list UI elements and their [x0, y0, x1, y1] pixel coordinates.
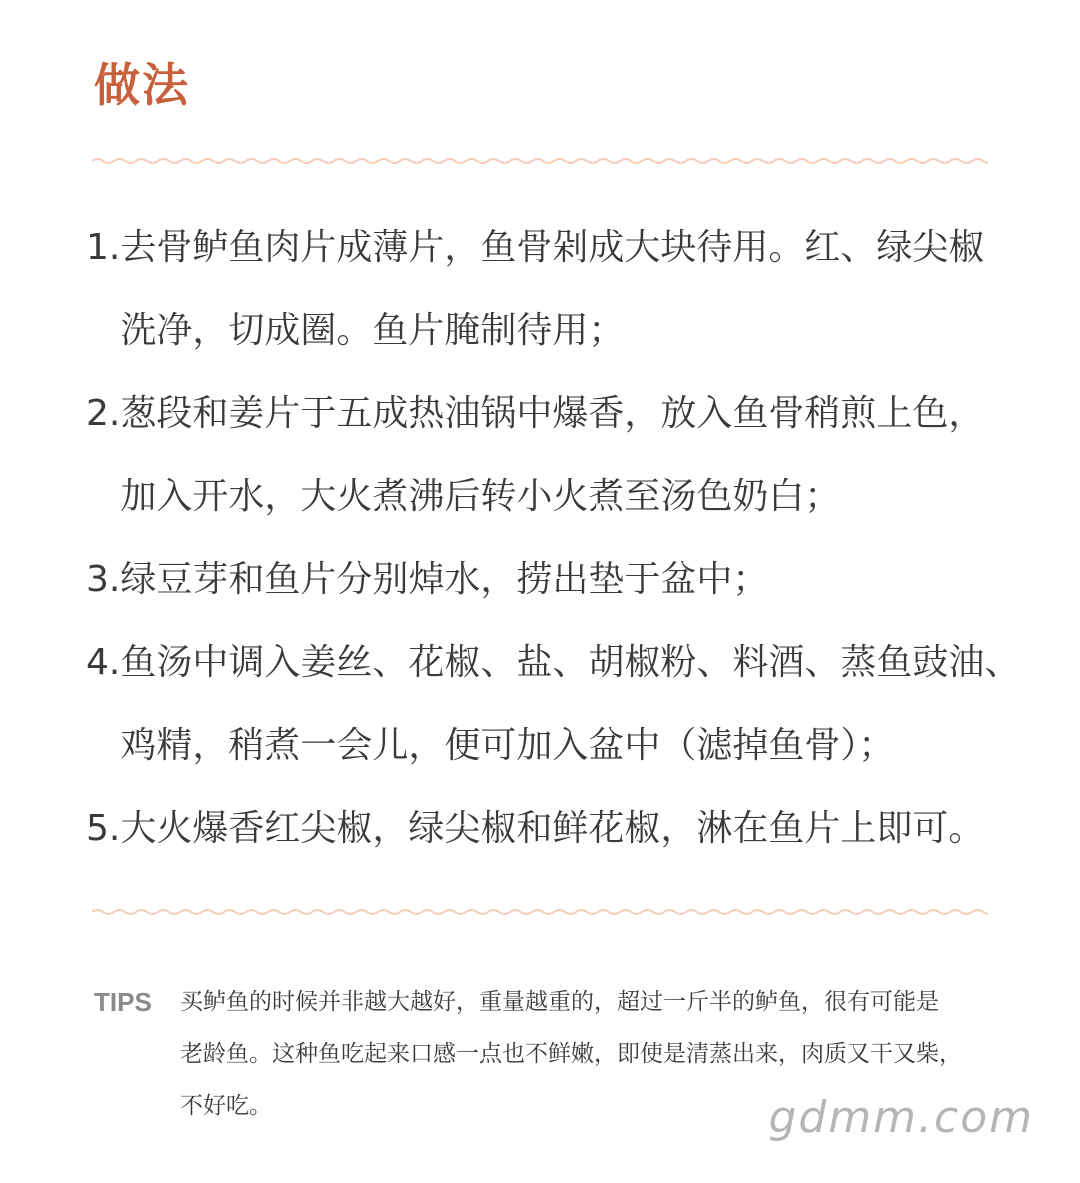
step-text [120, 206, 1026, 372]
wave-line [92, 159, 988, 163]
step-line: 鸡精，稍煮一会儿，便可加入盆中（滤掉鱼骨）； [120, 725, 895, 766]
step-item [86, 538, 1026, 621]
step-number: 4. [86, 642, 121, 683]
wave-line [92, 910, 988, 914]
wave-divider-bottom [92, 905, 988, 919]
step-item [86, 787, 1026, 870]
step-line: 葱段和姜片于五成热油锅中爆香，放入鱼骨稍煎上色， [120, 393, 985, 434]
step-line: 去骨鲈鱼肉片成薄片，鱼骨剁成大块待用。红、绿尖椒 [120, 227, 985, 268]
step-number: 5. [86, 808, 121, 849]
watermark: gdmm.com [768, 1092, 1034, 1143]
step-number: 1. [86, 227, 121, 268]
step-text [120, 621, 1026, 787]
step-text [120, 787, 1026, 870]
tips-line: 不好吃。 [180, 1093, 272, 1119]
wave-divider-top [92, 154, 988, 168]
step-number: 3. [86, 559, 121, 600]
step-item [86, 621, 1026, 787]
step-item [86, 206, 1026, 372]
step-number: 2. [86, 393, 121, 434]
steps-list [86, 206, 1026, 870]
step-text [120, 372, 1026, 538]
step-line: 加入开水，大火煮沸后转小火煮至汤色奶白； [120, 476, 841, 517]
step-line: 洗净，切成圈。鱼片腌制待用； [120, 310, 625, 351]
step-line: 绿豆芽和鱼片分别焯水，捞出垫于盆中； [120, 559, 769, 600]
step-line: 大火爆香红尖椒，绿尖椒和鲜花椒，淋在鱼片上即可。 [120, 808, 985, 849]
tips-label: TIPS [94, 987, 152, 1017]
step-text [120, 538, 1026, 621]
tips-line: 老龄鱼。这种鱼吃起来口感一点也不鲜嫩，即使是清蒸出来，肉质又干又柴， [180, 1041, 962, 1067]
step-line: 鱼汤中调入姜丝、花椒、盐、胡椒粉、料酒、蒸鱼豉油、 [120, 642, 1021, 683]
step-item [86, 372, 1026, 538]
tips-line: 买鲈鱼的时候并非越大越好，重量越重的，超过一斤半的鲈鱼，很有可能是 [180, 989, 939, 1015]
section-title: 做法 [94, 58, 190, 112]
